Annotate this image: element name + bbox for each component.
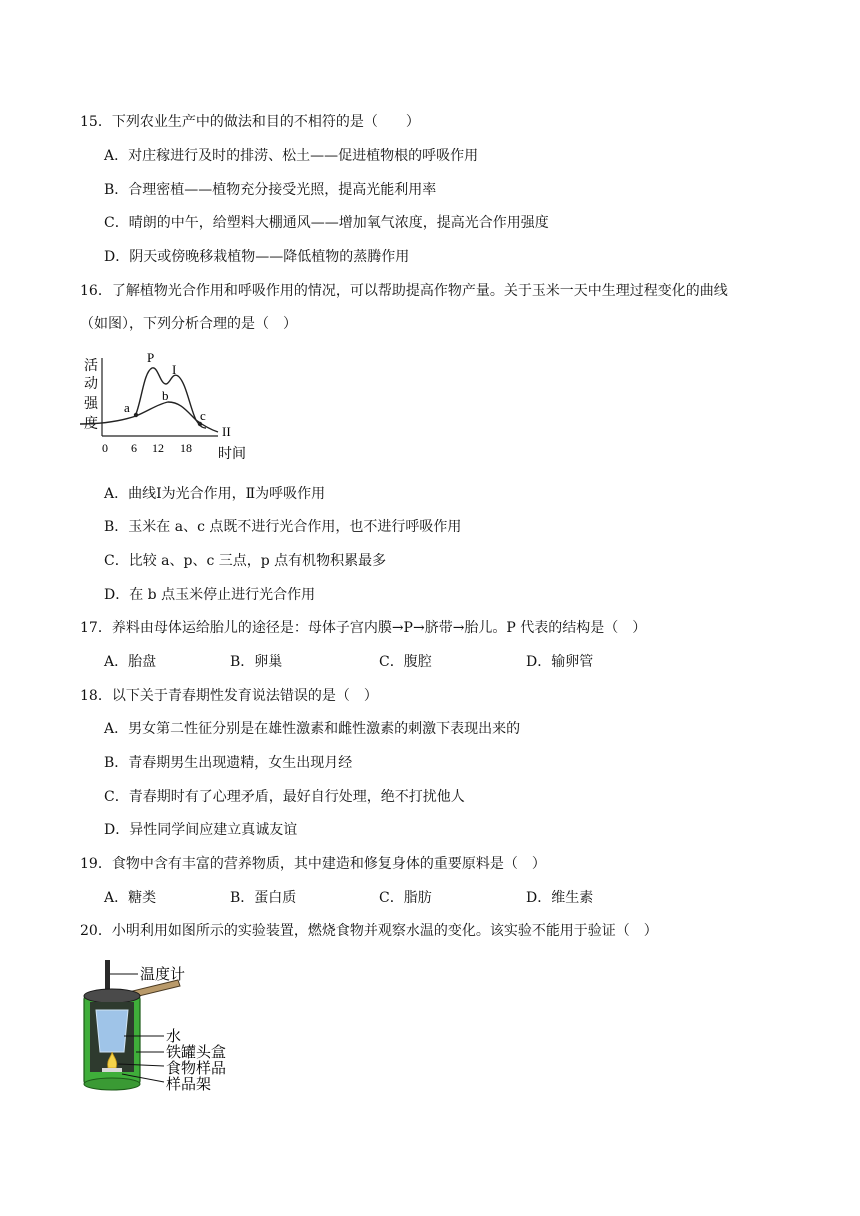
- question-15-option-a: A．对庄稼进行及时的排涝、松土——促进植物根的呼吸作用: [104, 148, 479, 164]
- label-thermometer: 温度计: [140, 966, 186, 983]
- question-17-option-b: B．卵巢: [230, 654, 283, 670]
- question-16-stem: 16．了解植物光合作用和呼吸作用的情况，可以帮助提高作物产量。关于玉米一天中生理过程变化的曲线: [80, 283, 728, 299]
- question-16-stem-continued: （如图），下列分析合理的是（ ）: [80, 316, 297, 332]
- question-18-option-c: C．青春期时有了心理矛盾，最好自行处理，绝不打扰他人: [104, 789, 465, 805]
- question-19-option-c: C．脂肪: [379, 890, 432, 906]
- point-label-b: b: [162, 388, 169, 403]
- figure-ylabel-char: 强: [84, 395, 98, 411]
- curve-ii: [80, 402, 218, 432]
- question-19-option-d: D．维生素: [526, 890, 594, 906]
- food-burning-apparatus-figure: [78, 956, 258, 1096]
- question-17-stem: 17．养料由母体运给胎儿的途径是：母体子宫内膜→P→脐带→胎儿。P 代表的结构是（ ）: [80, 620, 647, 636]
- label-water: 水: [166, 1028, 182, 1045]
- question-17-option-a: A．胎盘: [104, 654, 157, 670]
- question-17-option-d: D．输卵管: [526, 654, 594, 670]
- point-a: [134, 413, 138, 417]
- figure-xlabel: 时间: [218, 445, 246, 461]
- x-tick-label: 18: [180, 441, 192, 455]
- question-15-stem: 15．下列农业生产中的做法和目的不相符的是（ ）: [80, 114, 420, 130]
- question-16-option-d: D．在 b 点玉米停止进行光合作用: [104, 587, 316, 603]
- question-18-option-d: D．异性同学间应建立真诚友谊: [104, 822, 298, 838]
- x-tick-label: 12: [152, 441, 164, 455]
- curve-label-ii: II: [222, 424, 231, 439]
- point-label-a: a: [124, 400, 130, 415]
- question-18-option-a: A．男女第二性征分别是在雄性激素和雌性激素的刺激下表现出来的: [104, 721, 521, 737]
- question-15-option-d: D．阴天或傍晚移栽植物——降低植物的蒸腾作用: [104, 249, 410, 265]
- figure-ylabel-char: 度: [84, 415, 98, 431]
- figure-ylabel-char: 活: [84, 357, 98, 373]
- label-sample-stand: 样品架: [166, 1076, 212, 1093]
- point-label-c: c: [200, 408, 206, 423]
- question-19-stem: 19．食物中含有丰富的营养物质，其中建造和修复身体的重要原料是（ ）: [80, 856, 546, 872]
- question-19-option-b: B．蛋白质: [230, 890, 297, 906]
- question-18-option-b: B．青春期男生出现遗精，女生出现月经: [104, 755, 353, 771]
- x-tick-label: 0: [102, 441, 108, 455]
- question-20-stem: 20．小明利用如图所示的实验装置，燃烧食物并观察水温的变化。该实验不能用于验证（ ）: [80, 923, 658, 939]
- question-16-option-b: B．玉米在 a、c 点既不进行光合作用，也不进行呼吸作用: [104, 519, 462, 535]
- x-tick-label: 6: [131, 441, 137, 455]
- sample-stand-icon: [102, 1068, 122, 1072]
- point-label-p: P: [147, 350, 155, 365]
- photosynthesis-curve-figure: [78, 348, 268, 468]
- question-16-option-c: C．比较 a、p、c 三点，p 点有机物积累最多: [104, 553, 387, 569]
- figure-ylabel-char: 动: [84, 375, 98, 391]
- question-17-option-c: C．腹腔: [379, 654, 432, 670]
- question-15-option-c: C．晴朗的中午，给塑料大棚通风——增加氧气浓度，提高光合作用强度: [104, 215, 549, 231]
- label-food-sample: 食物样品: [166, 1060, 227, 1077]
- question-16-option-a: A．曲线Ⅰ为光合作用，Ⅱ为呼吸作用: [104, 486, 326, 502]
- question-15-option-b: B．合理密植——植物充分接受光照，提高光能利用率: [104, 182, 437, 198]
- label-iron-can: 铁罐头盒: [166, 1044, 227, 1061]
- water-cup-icon: [96, 1010, 128, 1052]
- question-19-option-a: A．糖类: [104, 890, 157, 906]
- question-18-stem: 18．以下关于青春期性发育说法错误的是（ ）: [80, 688, 378, 704]
- curve-label-i: I: [172, 362, 177, 377]
